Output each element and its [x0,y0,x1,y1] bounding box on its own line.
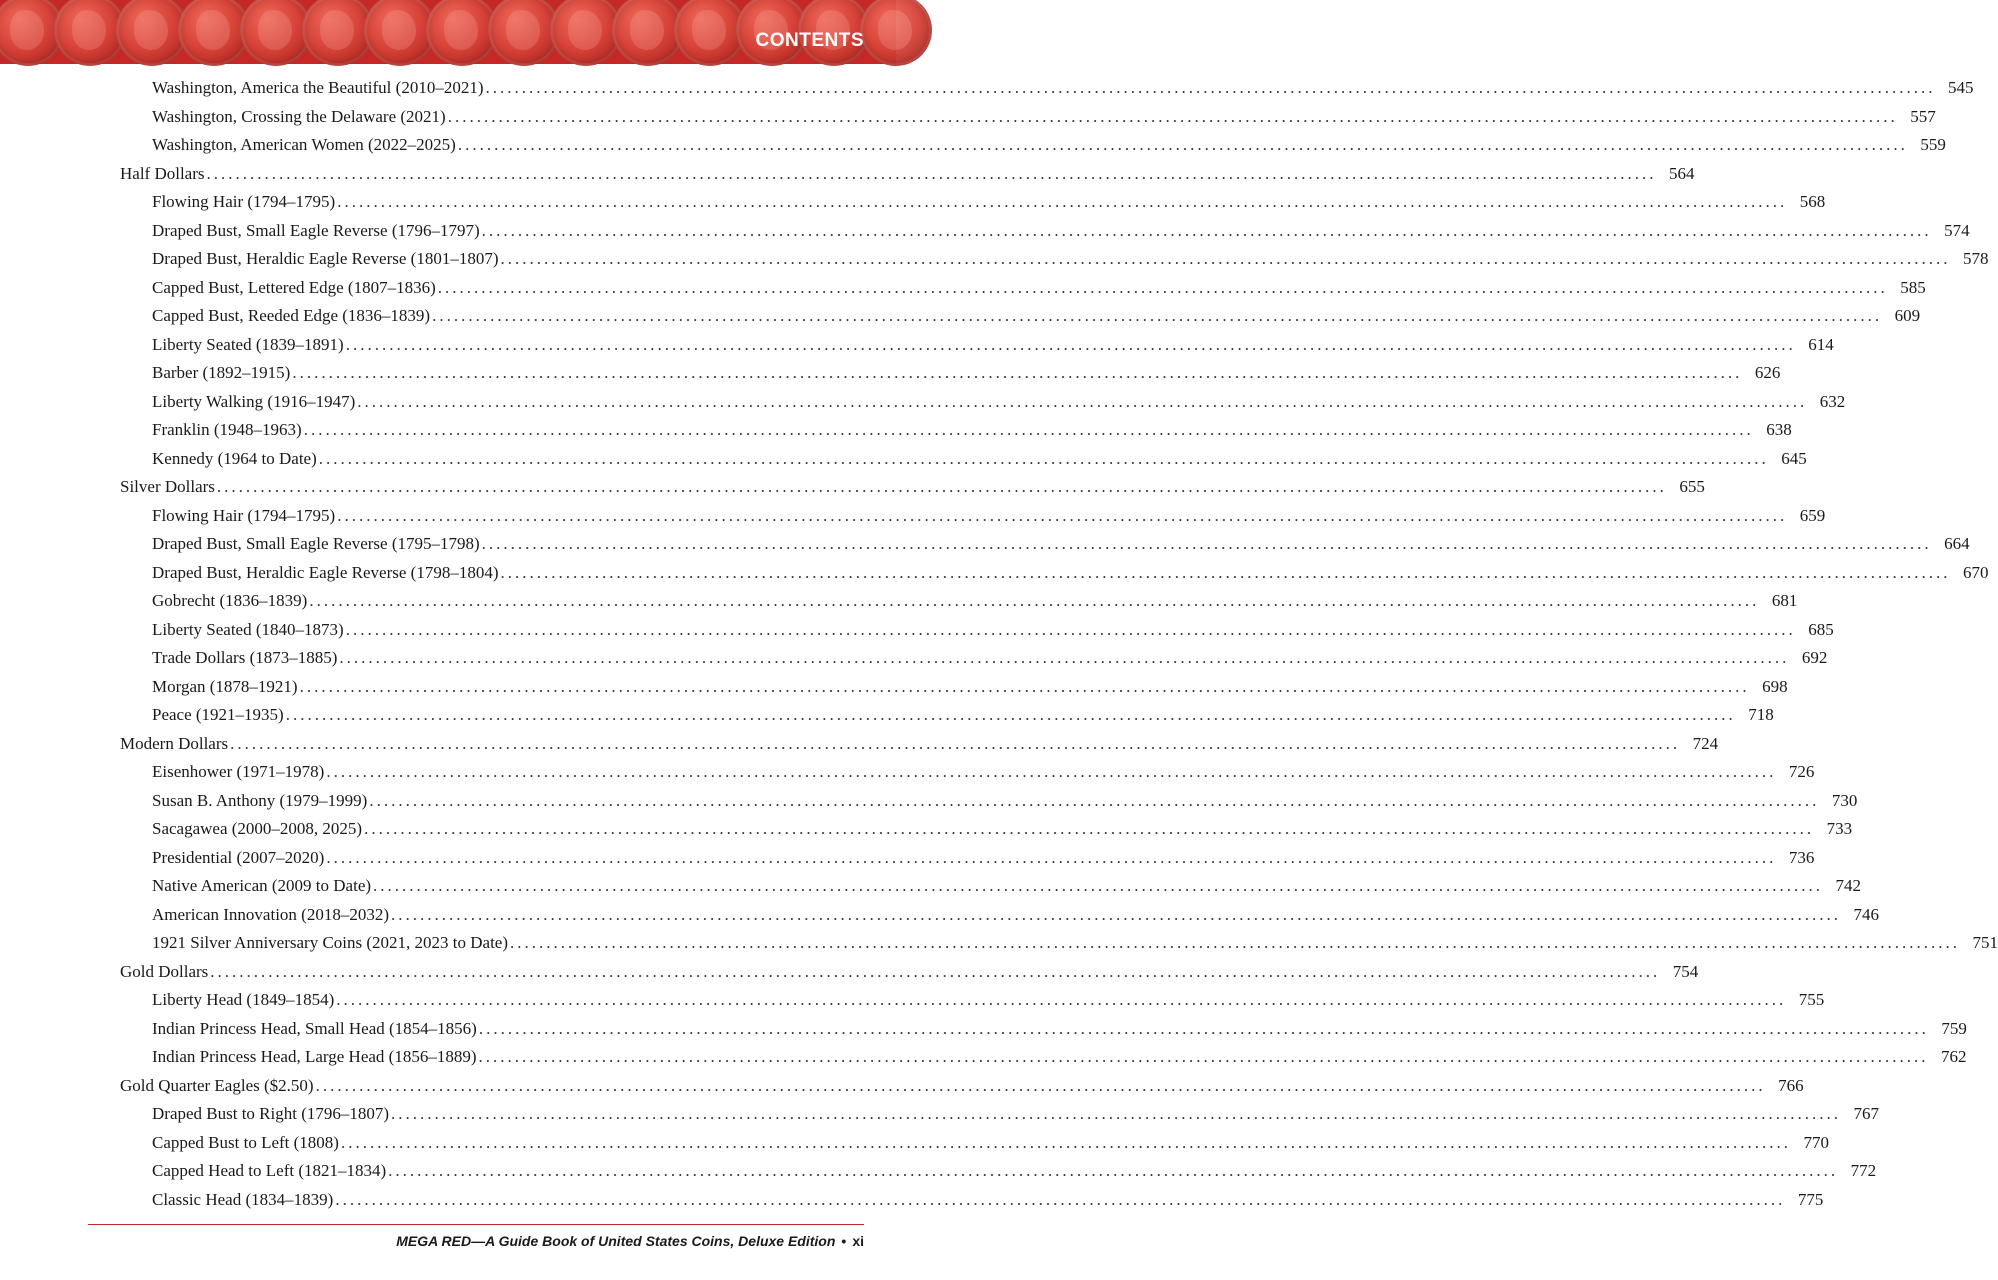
toc-page-number: 733 [1826,819,1853,838]
toc-entry-title: Capped Bust, Lettered Edge (1807–1836) [152,277,436,297]
toc-entry-title: Capped Bust, Reeded Edge (1836–1839) [152,306,431,325]
toc-entry-title: Franklin (1948–1963) [152,420,302,439]
dot-leader: ........................................................................................................................................................................................................ [337,505,1788,525]
toc-entry-title: Washington, Crossing the Delaware (2021) [152,106,446,126]
toc-page-number: 692 [1801,648,1828,667]
dot-leader: ........................................................................................................................................................................................................ [303,420,1754,439]
toc-entry [152,188,1826,216]
toc-page-number: 609 [1894,306,1921,325]
toc-entry [152,559,1989,587]
toc-entry-title: Liberty Head (1849–1854) [152,990,335,1009]
toc-entry [152,1157,1877,1185]
toc-section-entry [120,473,1705,501]
toc-entry [152,359,1781,387]
toc-entry-title: Peace (1921–1935) [152,705,284,724]
toc-entry-title: Silver Dollars [120,477,215,496]
toc-entry [152,302,1921,330]
dot-leader: ........................................................................................................................................................................................................ [318,448,1769,468]
toc-entry-title: Indian Princess Head, Small Head (1854–1856) [152,1018,477,1038]
toc-page-number: 775 [1797,1189,1824,1209]
toc-entry [152,502,1826,530]
toc-page-number: 730 [1831,790,1858,810]
dot-leader: ........................................................................................................................................................................................................ [206,163,1657,183]
toc-entry-title: Classic Head (1834–1839) [152,1189,334,1209]
toc-entry [152,1043,1967,1071]
header-banner [0,0,896,64]
toc-entry-title: American Innovation (2018–2032) [152,904,389,924]
toc-entry [152,872,1862,900]
dot-leader: ........................................................................................................................................................................................................ [500,249,1951,268]
page-number: xi [852,1233,864,1249]
dot-leader: ........................................................................................................................................................................................................ [337,192,1788,211]
toc-page-number: 557 [1910,106,1936,126]
toc-page-number: 759 [1941,1018,1967,1038]
toc-entry [152,1015,1967,1043]
dot-leader: ........................................................................................................................................................................................................ [357,391,1808,411]
page-title: CONTENTS [755,30,864,51]
toc-entry-title: Draped Bust, Small Eagle Reverse (1795–1798) [152,534,480,553]
dot-leader: ........................................................................................................................................................................................................ [230,733,1681,753]
toc-entry [152,388,1846,416]
dot-leader: ........................................................................................................................................................................................................ [292,363,1743,382]
toc-page-number: 770 [1803,1132,1829,1152]
toc-entry [152,644,1828,672]
toc-entry [152,673,1788,701]
dot-leader: ........................................................................................................................................................................................................ [364,819,1815,838]
toc-page-number: 585 [1900,277,1926,297]
toc-entry [152,245,1989,273]
toc-entry [152,274,1926,302]
toc-entry [152,530,1970,558]
toc-entry [152,701,1774,729]
toc-entry-title: Liberty Seated (1840–1873) [152,619,344,639]
dot-leader: ........................................................................................................................................................................................................ [500,562,1951,582]
dot-leader: ........................................................................................................................................................................................................ [326,762,1777,781]
dot-leader: ........................................................................................................................................................................................................ [478,1047,1929,1066]
dot-leader: ........................................................................................................................................................................................................ [285,705,1736,724]
toc-entry [152,103,1936,131]
toc-entry-title: Susan B. Anthony (1979–1999) [152,790,368,810]
toc-entry [152,758,1815,786]
toc-page-number: 578 [1963,249,1989,268]
toc-page-number: 736 [1788,847,1815,867]
toc-page-number: 762 [1940,1047,1967,1066]
toc-entry [152,986,1825,1014]
dot-leader: ........................................................................................................................................................................................................ [447,106,1898,126]
dot-leader: ........................................................................................................................................................................................................ [335,1189,1786,1209]
toc-entry-title: Draped Bust, Heraldic Eagle Reverse (1798–1804) [152,562,499,582]
dot-leader: ........................................................................................................................................................................................................ [340,1132,1791,1152]
toc-entry [152,844,1815,872]
toc-page-number: 564 [1669,163,1695,183]
toc-page-number: 670 [1963,562,1989,582]
toc-entry [152,217,1970,245]
toc-entry-title: Barber (1892–1915) [152,363,291,382]
dot-leader: ........................................................................................................................................................................................................ [339,648,1790,667]
toc-entry [152,787,1858,815]
toc-page-number: 724 [1692,733,1719,753]
dot-leader: ........................................................................................................................................................................................................ [485,78,1936,97]
toc-entry-title: Washington, American Women (2022–2025) [152,135,456,154]
toc-entry-title: Modern Dollars [120,733,229,753]
toc-page-number: 574 [1944,220,1970,240]
page-footer [396,1233,864,1249]
toc-entry-title: Gold Quarter Eagles ($2.50) [120,1075,314,1095]
toc-page-number: 718 [1748,705,1774,724]
footer-bullet: • [841,1233,847,1249]
toc-entry [152,929,1998,957]
toc-entry-title: 1921 Silver Anniversary Coins (2021, 2023 to Date) [152,933,509,952]
toc-entry-title: Draped Bust to Right (1796–1807) [152,1104,390,1123]
toc-entry-title: Native American (2009 to Date) [152,876,372,895]
toc-page-number: 772 [1850,1161,1877,1180]
toc-entry [152,74,1974,102]
toc-page-number: 559 [1920,135,1946,154]
toc-entry [152,445,1807,473]
toc-entry-title: Capped Bust to Left (1808) [152,1132,339,1152]
dot-leader: ........................................................................................................................................................................................................ [315,1075,1766,1095]
dot-leader: ........................................................................................................................................................................................................ [216,477,1667,496]
toc-page-number: 681 [1771,591,1798,610]
toc-entry [152,416,1792,444]
toc-section-entry [120,958,1699,986]
toc-page-number: 685 [1808,619,1834,639]
footer-divider [88,1224,864,1225]
toc-page-number: 614 [1808,334,1834,354]
toc-page-number: 726 [1788,762,1815,781]
toc-page-number: 638 [1766,420,1792,439]
toc-page-number: 746 [1853,904,1879,924]
dot-leader: ........................................................................................................................................................................................................ [309,591,1760,610]
toc-entry-title: Presidential (2007–2020) [152,847,325,867]
dot-leader: ........................................................................................................................................................................................................ [510,933,1961,952]
dot-leader: ........................................................................................................................................................................................................ [432,306,1883,325]
toc-entry-title: Draped Bust, Small Eagle Reverse (1796–1797) [152,220,480,240]
toc-entry-title: Capped Head to Left (1821–1834) [152,1161,387,1180]
dot-leader: ........................................................................................................................................................................................................ [336,990,1787,1009]
toc-page-number: 655 [1679,477,1705,496]
dot-leader: ........................................................................................................................................................................................................ [481,220,1932,240]
toc-page-number: 754 [1672,961,1699,981]
toc-entry-title: Liberty Walking (1916–1947) [152,391,356,411]
toc-entry-title: Kennedy (1964 to Date) [152,448,317,468]
toc-entry-title: Sacagawea (2000–2008, 2025) [152,819,363,838]
dot-leader: ........................................................................................................................................................................................................ [478,1018,1929,1038]
toc-entry-title: Trade Dollars (1873–1885) [152,648,338,667]
toc-page-number: 626 [1754,363,1781,382]
toc-section-entry [120,160,1695,188]
coin-image [860,0,932,66]
toc-entry-title: Half Dollars [120,163,205,183]
dot-leader: ........................................................................................................................................................................................................ [391,904,1841,924]
dot-leader: ........................................................................................................................................................................................................ [457,135,1908,154]
toc-entry [152,616,1834,644]
toc-section-entry [120,730,1719,758]
toc-entry [152,815,1853,843]
toc-page-number: 698 [1762,676,1788,696]
toc-entry [152,901,1879,929]
dot-leader: ........................................................................................................................................................................................................ [326,847,1777,867]
dot-leader: ........................................................................................................................................................................................................ [373,876,1824,895]
toc-entry [152,131,1946,159]
toc-entry-title: Eisenhower (1971–1978) [152,762,325,781]
toc-entry [152,1100,1880,1128]
toc-page-number: 767 [1853,1104,1880,1123]
dot-leader: ........................................................................................................................................................................................................ [481,534,1932,553]
toc-page-number: 632 [1819,391,1846,411]
toc-entry-title: Gold Dollars [120,961,209,981]
toc-page-number: 755 [1798,990,1825,1009]
toc-page-number: 568 [1799,192,1826,211]
toc-entry-title: Morgan (1878–1921) [152,676,298,696]
dot-leader: ........................................................................................................................................................................................................ [345,334,1796,354]
toc-entry-title: Gobrecht (1836–1839) [152,591,308,610]
toc-entry [152,1129,1829,1157]
toc-page-number: 751 [1972,933,1998,952]
toc-entry-title: Flowing Hair (1794–1795) [152,192,336,211]
toc-page-number: 645 [1781,448,1807,468]
dot-leader: ........................................................................................................................................................................................................ [369,790,1820,810]
toc-entry [152,587,1798,615]
toc-entry [152,1186,1824,1214]
toc-entry-title: Liberty Seated (1839–1891) [152,334,344,354]
toc-entry [152,331,1834,359]
book-title: MEGA RED—A Guide Book of United States Coins, Deluxe Edition [396,1233,836,1249]
dot-leader: ........................................................................................................................................................................................................ [391,1104,1842,1123]
toc-section-entry [120,1072,1804,1100]
dot-leader: ........................................................................................................................................................................................................ [388,1161,1839,1180]
dot-leader: ........................................................................................................................................................................................................ [210,961,1661,981]
toc-entry-title: Flowing Hair (1794–1795) [152,505,336,525]
toc-page-number: 766 [1778,1075,1804,1095]
toc-page-number: 664 [1944,534,1970,553]
dot-leader: ........................................................................................................................................................................................................ [299,676,1750,696]
toc-page-number: 659 [1799,505,1826,525]
toc-entry-title: Washington, America the Beautiful (2010–2021) [152,78,484,97]
toc-page-number: 545 [1947,78,1974,97]
toc-page-number: 742 [1835,876,1862,895]
dot-leader: ........................................................................................................................................................................................................ [345,619,1796,639]
dot-leader: ........................................................................................................................................................................................................ [437,277,1888,297]
toc-entry-title: Indian Princess Head, Large Head (1856–1889) [152,1047,477,1066]
toc-entry-title: Draped Bust, Heraldic Eagle Reverse (1801–1807) [152,249,499,268]
